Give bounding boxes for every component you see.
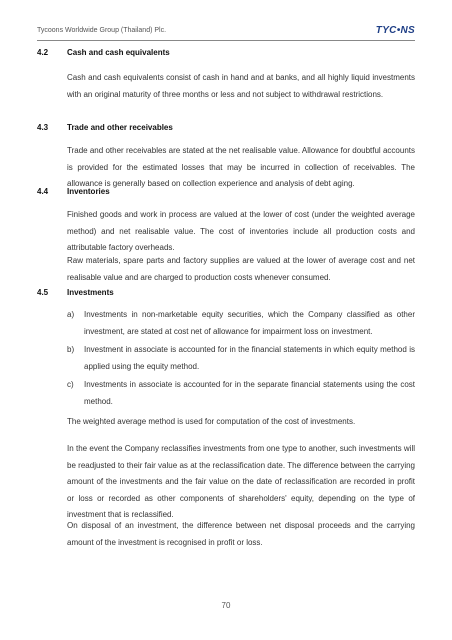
section-number: 4.5: [37, 288, 49, 297]
list-item-label: c): [67, 380, 74, 389]
page-header: [37, 27, 415, 41]
list-item-text: Investments in associate is accounted for in the separate financial statements using the cost method.: [84, 380, 415, 406]
section-heading-4-5: [37, 288, 114, 297]
list-item-label: a): [67, 310, 75, 319]
paragraph: Cash and cash equivalents consist of cash in hand and at banks, and all highly liquid investments with an original maturity of three months or less and not subject to withdrawal restrictions.: [67, 73, 415, 99]
section-heading-4-3: [37, 123, 173, 132]
section-title: Investments: [67, 288, 114, 297]
paragraph: In the event the Company reclassifies investments from one type to another, such investments will be readjusted to their fair value as at the reclassification date. The difference between the carrying amount of the investments and the fair value on the date of reclassification are recorded in profit or loss or recorded as other components of shareholders' equity, depending on the type of investment that is reclassified.: [67, 444, 415, 519]
section-title: Trade and other receivables: [67, 123, 173, 132]
paragraph: Finished goods and work in process are valued at the lower of cost (under the weighted average method) and net realisable value. The cost of inventories include all production costs and attributable factory overheads.: [67, 210, 415, 252]
page-number: 70: [221, 601, 231, 610]
section-title: Cash and cash equivalents: [67, 48, 170, 57]
section-heading-4-2: [37, 48, 170, 57]
list-item-label: b): [67, 345, 75, 354]
paragraph: On disposal of an investment, the difference between net disposal proceeds and the carrying amount of the investment is recognised in profit or loss.: [67, 521, 415, 547]
paragraph: Raw materials, spare parts and factory supplies are valued at the lower of average cost and net realisable value and are charged to production costs whenever consumed.: [67, 256, 415, 282]
section-title: Inventories: [67, 187, 110, 196]
list-item: [67, 307, 415, 340]
header-divider: [37, 40, 415, 41]
company-name: Tycoons Worldwide Group (Thailand) Plc.: [37, 27, 167, 34]
section-number: 4.2: [37, 48, 49, 57]
company-logo: TYC•NS: [375, 25, 415, 36]
section-number: 4.3: [37, 123, 49, 132]
section-number: 4.4: [37, 187, 49, 196]
list-item-text: Investments in non-marketable equity securities, which the Company classified as other investment, are stated at cost net of allowance for impairment loss on investment.: [84, 310, 415, 336]
paragraph: Trade and other receivables are stated at the net realisable value. Allowance for doubtful accounts is provided for the estimated losses that may be incurred in collection of receivables. The allowance is generally based on collection experience and analysis of debt aging.: [67, 146, 415, 188]
section-heading-4-4: [37, 187, 110, 196]
list-item: [67, 377, 415, 410]
list-item-text: Investment in associate is accounted for in the financial statements in which equity method is applied using the equity method.: [84, 345, 415, 371]
list-item: [67, 342, 415, 375]
paragraph: The weighted average method is used for computation of the cost of investments.: [67, 417, 356, 426]
